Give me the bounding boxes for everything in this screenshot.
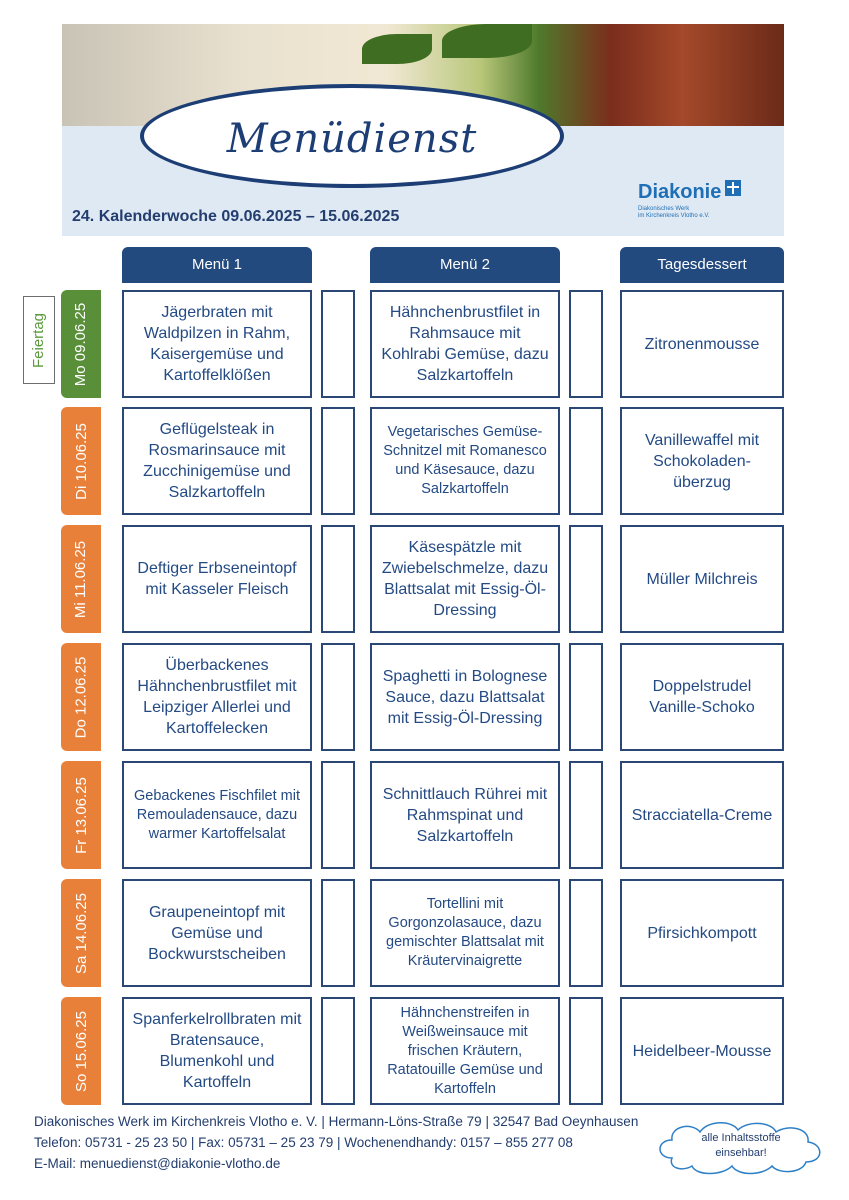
day-label-mi: Mi 11.06.25 xyxy=(61,525,101,633)
cloud-text-line2: einsehbar! xyxy=(715,1147,767,1159)
dessert-cell: Stracciatella-Creme xyxy=(620,761,784,869)
menu2-checkbox[interactable] xyxy=(569,879,603,987)
menu1-cell: Spanferkelrollbraten mit Bratensauce, Blumenkohl und Kartoffeln xyxy=(122,997,312,1105)
menu2-checkbox[interactable] xyxy=(569,407,603,515)
menu1-checkbox[interactable] xyxy=(321,997,355,1105)
day-label-sa: Sa 14.06.25 xyxy=(61,879,101,987)
menu1-cell: Deftiger Erbseneintopf mit Kasseler Fleisch xyxy=(122,525,312,633)
menu2-checkbox[interactable] xyxy=(569,997,603,1105)
menu1-cell: Geflügelsteak in Rosmarinsauce mit Zucchinigemüse und Salzkartoffeln xyxy=(122,407,312,515)
menu1-cell: Gebackenes Fischfilet mit Remouladensauce, dazu warmer Kartoffelsalat xyxy=(122,761,312,869)
footer-email[interactable]: E-Mail: menuedienst@diakonie-vlotho.de xyxy=(34,1156,281,1171)
menu1-checkbox[interactable] xyxy=(321,879,355,987)
menu1-checkbox[interactable] xyxy=(321,761,355,869)
menu1-cell: Graupeneintopf mit Gemüse und Bockwurstscheiben xyxy=(122,879,312,987)
menu2-cell: Käsespätzle mit Zwiebelschmelze, dazu Blattsalat mit Essig-Öl-Dressing xyxy=(370,525,560,633)
menu1-checkbox[interactable] xyxy=(321,525,355,633)
footer xyxy=(34,1111,638,1174)
column-header-dessert: Tagesdessert xyxy=(620,247,784,283)
week-label: 24. Kalenderwoche 09.06.2025 – 15.06.2025 xyxy=(72,208,400,225)
footer-phone: Telefon: 05731 - 25 23 50 | Fax: 05731 – 25 23 79 | Wochenendhandy: 0157 – 855 277 08 xyxy=(34,1135,573,1150)
dessert-cell: Vanillewaffel mit Schokoladen-überzug xyxy=(620,407,784,515)
menu2-cell: Tortellini mit Gorgonzolasauce, dazu gemischter Blattsalat mit Kräutervinaigrette xyxy=(370,879,560,987)
title-oval xyxy=(140,84,564,188)
dessert-cell: Zitronenmousse xyxy=(620,290,784,398)
footer-address: Diakonisches Werk im Kirchenkreis Vlotho e. V. | Hermann-Löns-Straße 79 | 32547 Bad Oeynhausen xyxy=(34,1114,639,1129)
menu2-cell: Vegetarisches Gemüse-Schnitzel mit Romanesco und Käsesauce, dazu Salzkartoffeln xyxy=(370,407,560,515)
dessert-cell: Doppelstrudel Vanille-Schoko xyxy=(620,643,784,751)
menu2-cell: Spaghetti in Bolognese Sauce, dazu Blattsalat mit Essig-Öl-Dressing xyxy=(370,643,560,751)
cloud-note xyxy=(652,1118,830,1176)
menu1-checkbox[interactable] xyxy=(321,643,355,751)
menu1-cell: Jägerbraten mit Waldpilzen in Rahm, Kaisergemüse und Kartoffelklößen xyxy=(122,290,312,398)
holiday-badge xyxy=(23,296,55,384)
cloud-text-line1: alle Inhaltsstoffe xyxy=(701,1132,781,1144)
page-title: Menüdienst xyxy=(226,116,478,162)
day-label-di: Di 10.06.25 xyxy=(61,407,101,515)
logo-name: Diakonie xyxy=(638,181,722,203)
menu2-checkbox[interactable] xyxy=(569,525,603,633)
menu1-checkbox[interactable] xyxy=(321,407,355,515)
logo-subtitle-2: im Kirchenkreis Vlotho e.V. xyxy=(638,213,710,219)
day-label-so: So 15.06.25 xyxy=(61,997,101,1105)
header xyxy=(62,24,784,236)
column-header-menu1: Menü 1 xyxy=(122,247,312,283)
logo-subtitle-1: Diakonisches Werk xyxy=(638,206,690,212)
menu2-checkbox[interactable] xyxy=(569,290,603,398)
day-label-mo: Mo 09.06.25 xyxy=(61,290,101,398)
day-label-fr: Fr 13.06.25 xyxy=(61,761,101,869)
cross-icon xyxy=(725,180,741,196)
day-label-do: Do 12.06.25 xyxy=(61,643,101,751)
menu2-cell: Hähnchenbrustfilet in Rahmsauce mit Kohlrabi Gemüse, dazu Salzkartoffeln xyxy=(370,290,560,398)
column-header-menu2: Menü 2 xyxy=(370,247,560,283)
dessert-cell: Heidelbeer-Mousse xyxy=(620,997,784,1105)
menu2-checkbox[interactable] xyxy=(569,643,603,751)
menu1-checkbox[interactable] xyxy=(321,290,355,398)
menu2-cell: Schnittlauch Rührei mit Rahmspinat und Salzkartoffeln xyxy=(370,761,560,869)
dessert-cell: Müller Milchreis xyxy=(620,525,784,633)
menu2-cell: Hähnchenstreifen in Weißweinsauce mit frischen Kräutern, Ratatouille Gemüse und Kartoffeln xyxy=(370,997,560,1105)
holiday-label: Feiertag xyxy=(30,312,48,368)
diakonie-logo xyxy=(638,180,778,220)
menu1-cell: Überbackenes Hähnchenbrustfilet mit Leipziger Allerlei und Kartoffelecken xyxy=(122,643,312,751)
dessert-cell: Pfirsichkompott xyxy=(620,879,784,987)
cloud-text xyxy=(652,1131,830,1161)
menu2-checkbox[interactable] xyxy=(569,761,603,869)
